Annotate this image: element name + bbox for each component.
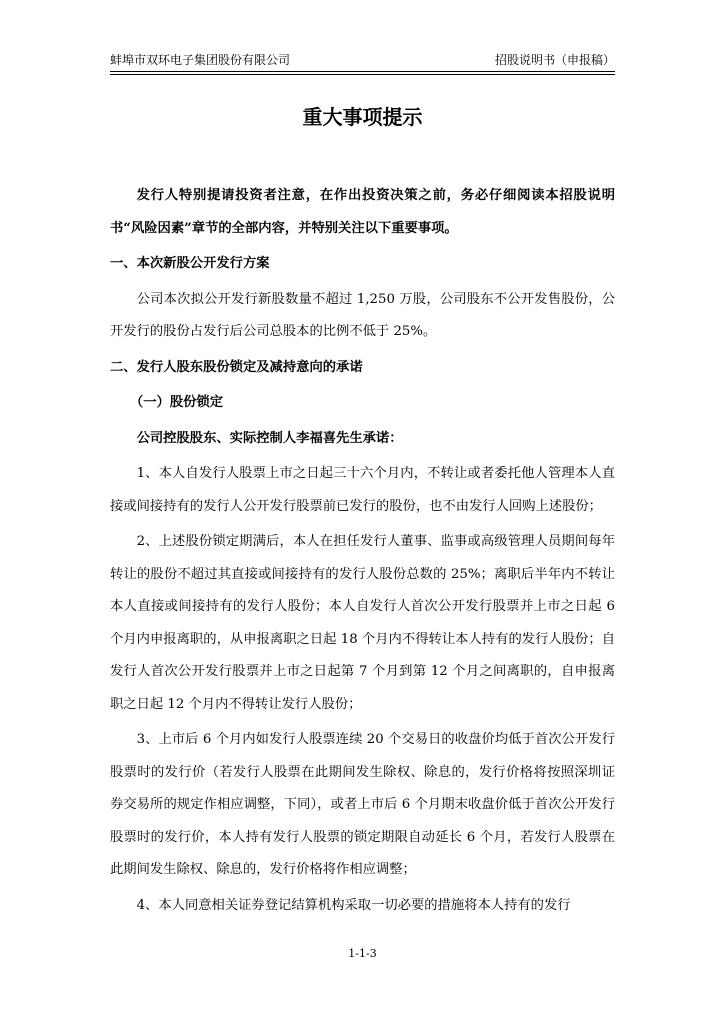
page-title: 重大事项提示 xyxy=(302,105,423,129)
header-company-name: 蚌埠市双环电子集团股份有限公司 xyxy=(110,53,291,67)
header-rule-thick xyxy=(110,71,615,72)
intro-paragraph: 发行人特别提请投资者注意，在作出投资决策之前，务必仔细阅读本招股说明书“风险因素”章节的全部内容，并特别关注以下重要事项。 xyxy=(110,188,615,236)
header-rule-thin xyxy=(110,74,615,75)
section-2-heading: 二、发行人股东股份锁定及减持意向的承诺 xyxy=(110,359,363,375)
promisor-statement: 公司控股股东、实际控制人李福喜先生承诺： xyxy=(136,430,403,446)
commitment-item-3: 3、上市后 6 个月内如发行人股票连续 20 个交易日的收盘价均低于首次公开发行股票时的发行价（若发行人股票在此期间发生除权、除息的，发行价格将按照深圳证券交易所的规定作相应调整，下同），或者上市后 6 个月期末收盘价低于首次公开发行股票时的发行价，本人持有发行人股票的锁定期限自动延长 6 个月，若发行人股票在此期间发生除权、除息的，发行价格将作相应调整； xyxy=(110,732,615,877)
subsection-share-lockup: （一）股份锁定 xyxy=(129,395,224,410)
section-1-heading: 一、本次新股公开发行方案 xyxy=(110,256,270,271)
page-number: 1-1-3 xyxy=(348,947,377,960)
commitment-item-1: 1、本人自发行人股票上市之日起三十六个月内，不转让或者委托他人管理本人直接或间接持有的发行人公开发行股票前已发行的股份，也不由发行人回购上述股份； xyxy=(110,466,615,514)
section-1-text: 公司本次拟公开发行新股数量不超过 1,250 万股，公司股东不公开发售股份，公开发行的股份占发行后公司总股本的比例不低于 25%。 xyxy=(110,291,615,339)
commitment-item-4: 4、本人同意相关证券登记结算机构采取一切必要的措施将本人持有的发行 xyxy=(136,897,571,913)
header-document-type: 招股说明书（申报稿） xyxy=(494,53,615,67)
document-body xyxy=(110,180,615,922)
page-header xyxy=(110,50,615,70)
commitment-item-2: 2、上述股份锁定期满后，本人在担任发行人董事、监事或高级管理人员期间每年转让的股份不超过其直接或间接持有的发行人股份总数的 25%；离职后半年内不转让本人直接或间接持有的发行人股份；本人自发行人首次公开发行股票并上市之日起 6 个月内申报离职的，从申报离职之日起 18 个月内不得转让本人持有的发行人股份；自发行人首次公开发行股票并上市之日起第 7 个月到第 12 个月之间离职的，自申报离职之日起 12 个月内不得转让发行人股份； xyxy=(110,534,615,712)
